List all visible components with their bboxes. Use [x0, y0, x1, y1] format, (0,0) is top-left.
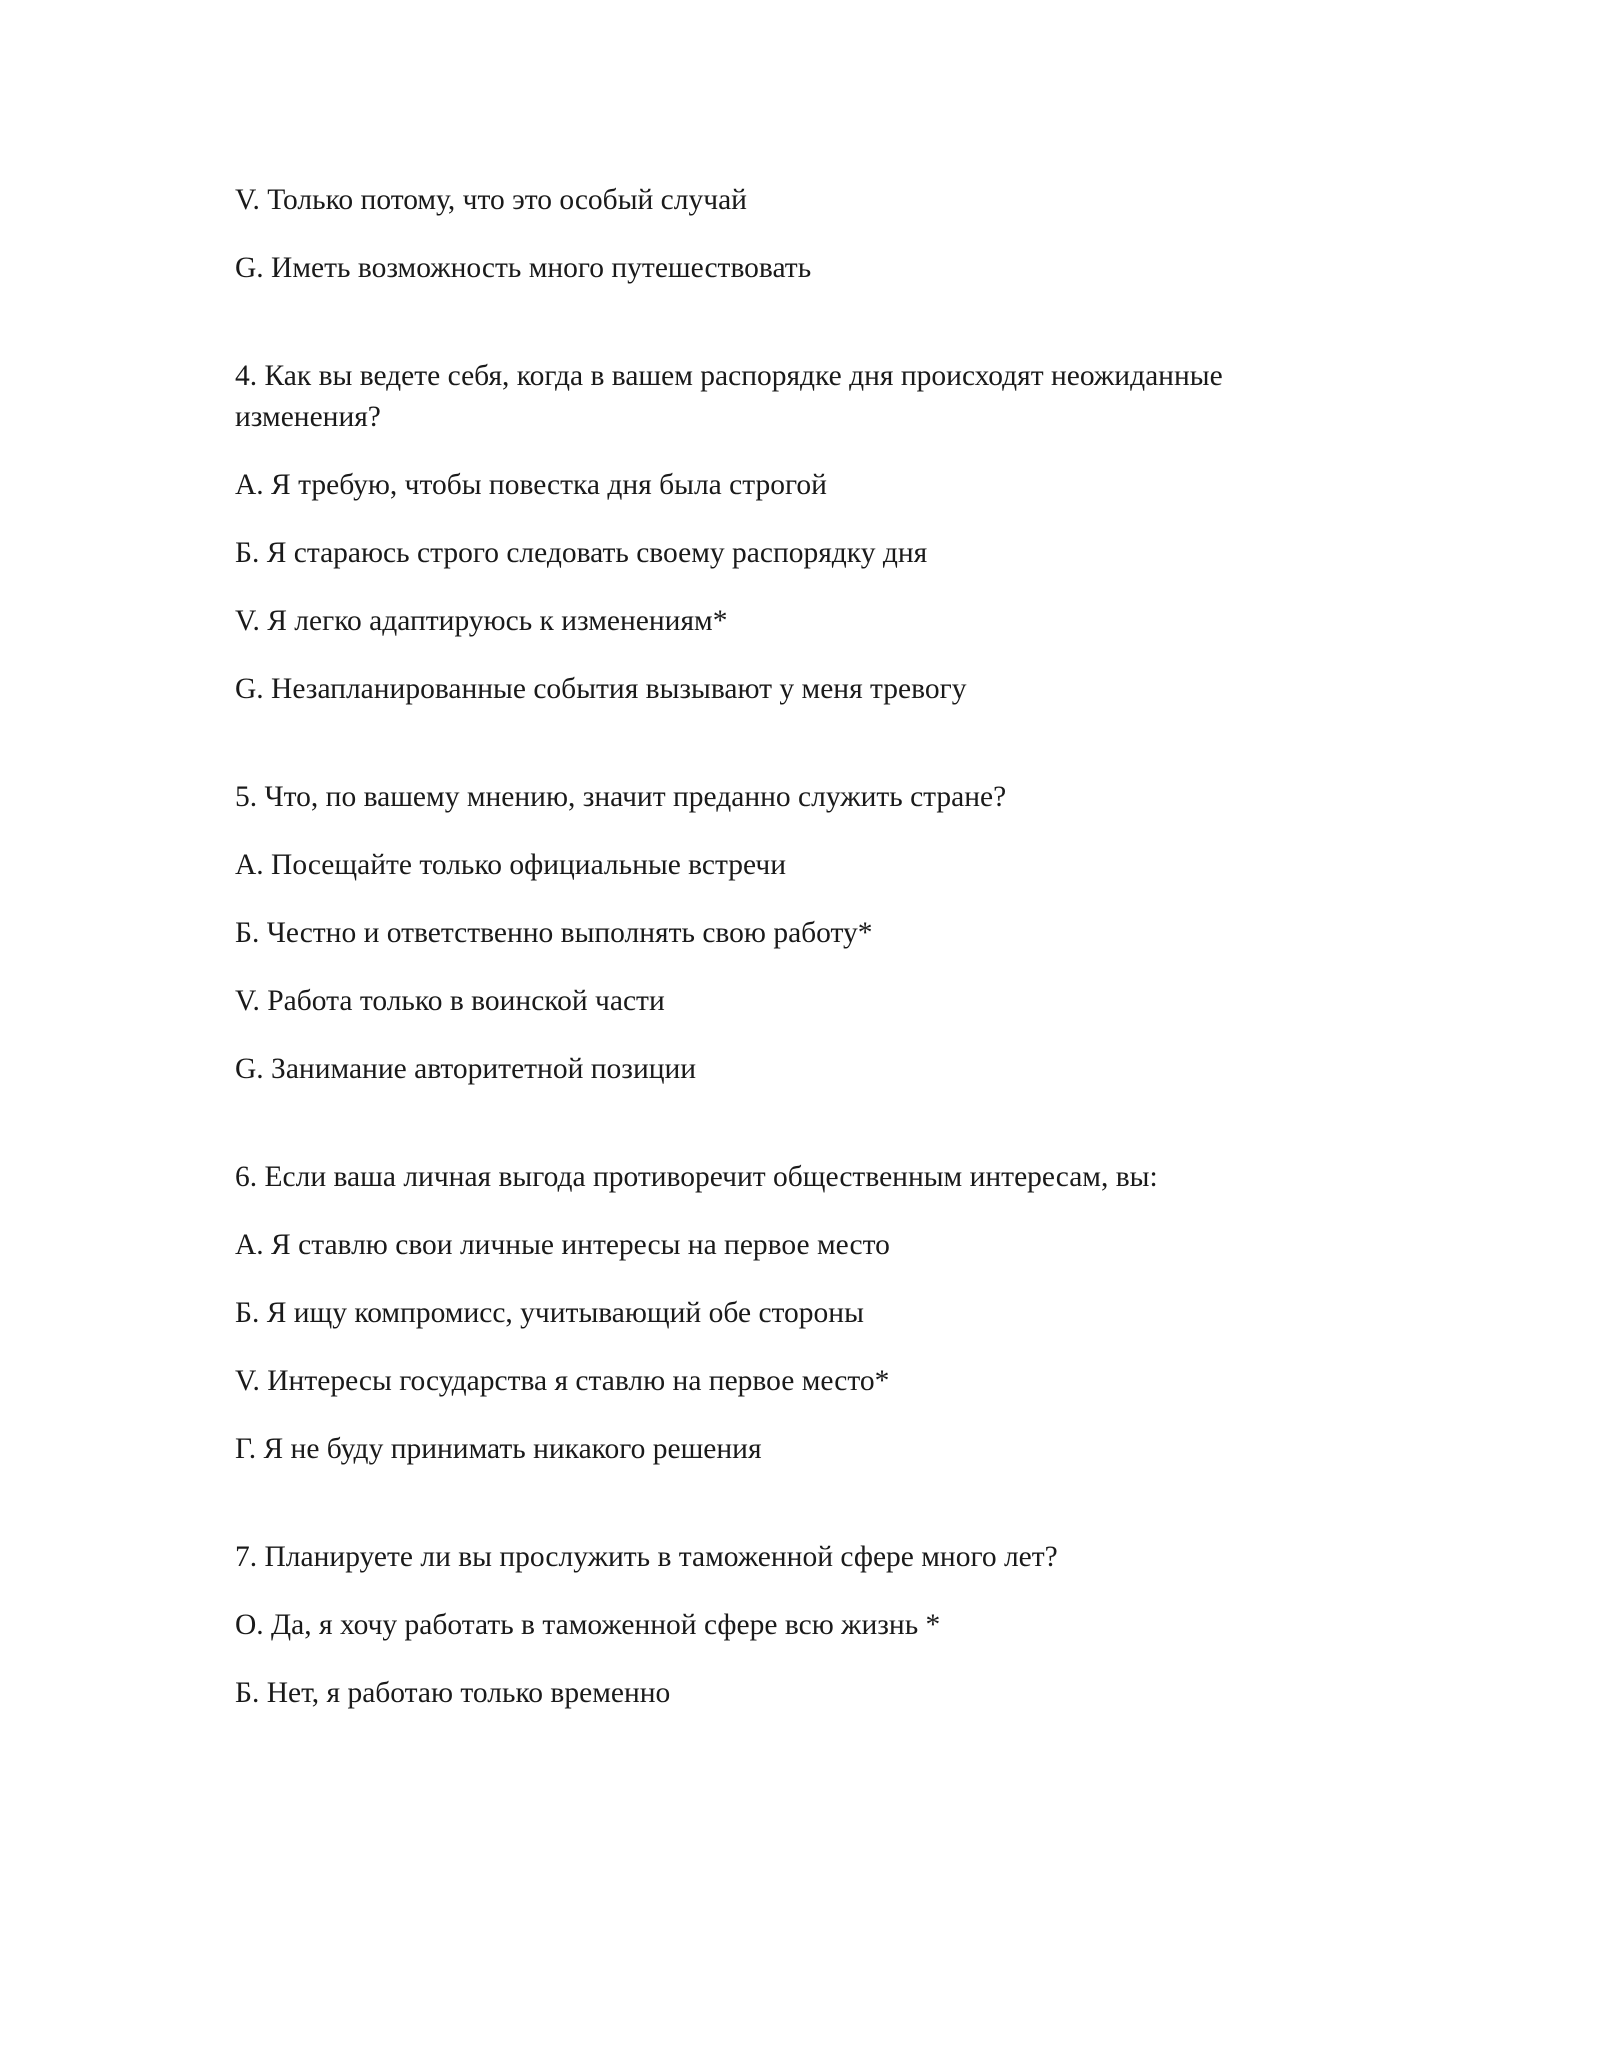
option-a: А. Я требую, чтобы повестка дня была строгой — [235, 469, 827, 501]
option-v: V. Работа только в воинской части — [235, 985, 665, 1017]
question-6 — [235, 1157, 1370, 1470]
question-text: 6. Если ваша личная выгода противоречит общественным интересам, вы: — [235, 1161, 1158, 1193]
question-4 — [235, 356, 1370, 710]
option-b: Б. Нет, я работаю только временно — [235, 1677, 671, 1709]
question-text: 4. Как вы ведете себя, когда в вашем распорядке дня происходят неожиданные изменения? — [235, 360, 1223, 433]
option-b: Б. Я стараюсь строго следовать своему распорядку дня — [235, 537, 928, 569]
option-v: V. Интересы государства я ставлю на первое место* — [235, 1365, 890, 1397]
option-a: А. Посещайте только официальные встречи — [235, 849, 787, 881]
option-g: G. Иметь возможность много путешествовать — [235, 252, 812, 284]
option-a: О. Да, я хочу работать в таможенной сфере всю жизнь * — [235, 1609, 941, 1641]
option-a: А. Я ставлю свои личные интересы на первое место — [235, 1229, 890, 1261]
option-g: G. Незапланированные события вызывают у меня тревогу — [235, 673, 967, 705]
page-content — [235, 180, 1370, 1741]
option-v: V. Только потому, что это особый случай — [235, 184, 747, 216]
question-text: 7. Планируете ли вы прослужить в таможенной сфере много лет? — [235, 1541, 1058, 1573]
question-3-continuation — [235, 180, 1370, 289]
question-7 — [235, 1537, 1370, 1714]
question-5 — [235, 777, 1370, 1090]
question-text: 5. Что, по вашему мнению, значит преданно служить стране? — [235, 781, 1007, 813]
option-g: Г. Я не буду принимать никакого решения — [235, 1433, 762, 1465]
option-g: G. Занимание авторитетной позиции — [235, 1053, 697, 1085]
option-b: Б. Я ищу компромисс, учитывающий обе стороны — [235, 1297, 864, 1329]
option-v: V. Я легко адаптируюсь к изменениям* — [235, 605, 728, 637]
option-b: Б. Честно и ответственно выполнять свою работу* — [235, 917, 873, 949]
